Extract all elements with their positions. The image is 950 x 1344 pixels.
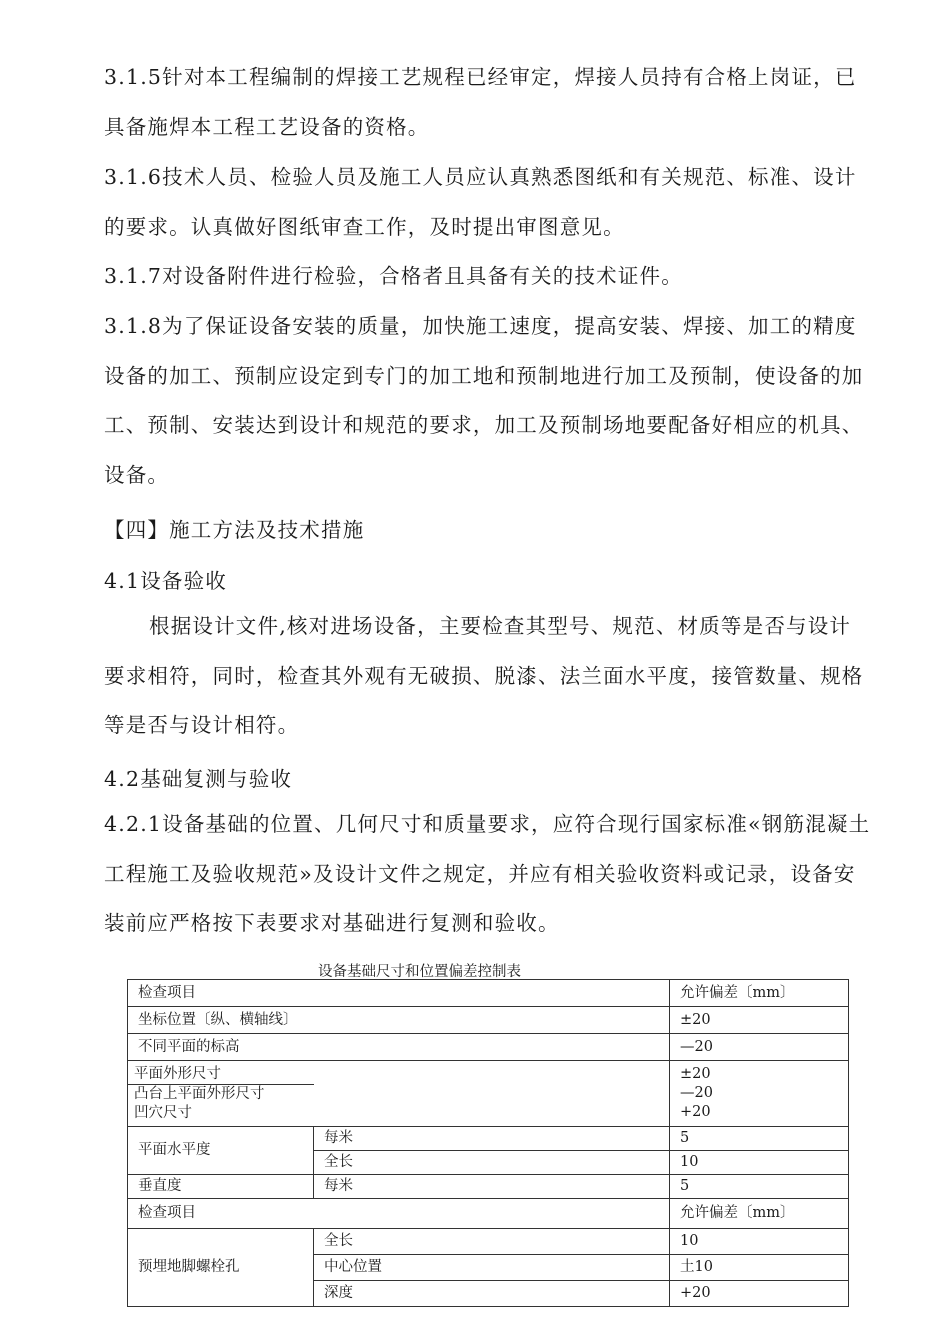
text-line: 等是否与设计相符。 xyxy=(104,713,300,737)
row-item-line: 平面外形尺寸 xyxy=(128,1065,314,1085)
row-item: 不同平面的标高 xyxy=(128,1034,670,1061)
row-tolerance: 5 xyxy=(670,1127,849,1151)
header-item: 检查项目 xyxy=(128,1199,670,1229)
row-item: 预埋地脚螺栓孔 xyxy=(128,1229,314,1307)
row-tolerance-line: ±20 xyxy=(680,1066,711,1082)
row-subitem: 中心位置 xyxy=(314,1255,670,1281)
row-item: 坐标位置〔纵、横轴线〕 xyxy=(128,1007,670,1034)
table-row xyxy=(128,1127,849,1151)
text-line: 装前应严格按下表要求对基础进行复测和验收。 xyxy=(104,911,560,935)
row-tolerance: 10 xyxy=(670,1151,849,1175)
header-item: 检查项目 xyxy=(128,980,670,1007)
paragraph-4-1 xyxy=(104,602,898,751)
row-item: 垂直度 xyxy=(128,1175,314,1199)
table-row xyxy=(128,1007,849,1034)
row-item-line: 凸台上平面外形尺寸 xyxy=(134,1085,265,1102)
text-line: 3.1.8为了保证设备安装的质量，加快施工速度，提高安装、焊接、加工的精度 xyxy=(104,314,857,338)
paragraph-3-1-5 xyxy=(104,53,898,152)
row-tolerance: ±20 xyxy=(670,1007,849,1034)
text-line: 工、预制、安装达到设计和规范的要求，加工及预制场地要配备好相应的机具、 xyxy=(104,413,864,437)
row-tolerance: 5 xyxy=(670,1175,849,1199)
header-tolerance: 允许偏差〔mm〕 xyxy=(670,980,849,1007)
table-row xyxy=(128,1229,849,1255)
text-line: 3.1.6技术人员、检验人员及施工人员应认真熟悉图纸和有关规范、标准、设计 xyxy=(104,165,857,189)
table-row xyxy=(128,1175,849,1199)
row-item-line: 凹穴尺寸 xyxy=(134,1104,192,1121)
paragraph-3-1-7 xyxy=(104,252,898,302)
text-line: 根据设计文件,核对进场设备，主要检查其型号、规范、材质等是否与设计 xyxy=(149,614,852,638)
text-line: 工程施工及验收规范»及设计文件之规定，并应有相关验收资料或记录，设备安 xyxy=(104,861,856,886)
paragraph-3-1-6 xyxy=(104,153,898,252)
text-line: 4.2.1设备基础的位置、几何尺寸和质量要求，应符合现行国家标准«钢筋混凝土 xyxy=(104,812,871,836)
table-caption: 设备基础尺寸和位置偏差控制表 xyxy=(318,964,521,980)
row-tolerance-line: —20 xyxy=(680,1085,713,1101)
text-line: 设备。 xyxy=(104,462,170,487)
paragraph-4-2-1 xyxy=(104,800,898,949)
header-tolerance: 允许偏差〔mm〕 xyxy=(670,1199,849,1229)
row-subitem: 每米 xyxy=(314,1127,670,1151)
row-tolerance: 土10 xyxy=(670,1255,849,1281)
row-tolerance-line: +20 xyxy=(680,1104,711,1120)
table-header-row xyxy=(128,980,849,1007)
row-tolerance: +20 xyxy=(670,1281,849,1307)
row-tolerance-multi xyxy=(670,1061,849,1127)
row-subitem: 深度 xyxy=(314,1281,670,1307)
row-subitem: 全长 xyxy=(314,1151,670,1175)
row-tolerance: 10 xyxy=(670,1229,849,1255)
paragraph-3-1-8 xyxy=(104,302,898,500)
section-heading-4: 【四】施工方法及技术措施 xyxy=(104,518,365,542)
text-line: 具备施焊本工程工艺设备的资格。 xyxy=(104,114,430,139)
table-row xyxy=(128,1034,849,1061)
deviation-table xyxy=(127,979,849,1307)
row-subitem: 全长 xyxy=(314,1229,670,1255)
text-line: 要求相符，同时，检查其外观有无破损、脱漆、法兰面水平度，接管数量、规格 xyxy=(104,663,864,688)
row-item: 平面水平度 xyxy=(128,1127,314,1175)
heading-4-2: 4.2基础复测与验收 xyxy=(104,767,293,791)
row-tolerance: —20 xyxy=(670,1034,849,1061)
text-line: 3.1.5针对本工程编制的焊接工艺规程已经审定，焊接人员持有合格上岗证，已 xyxy=(104,65,857,89)
table-header-row xyxy=(128,1199,849,1229)
text-line: 设备的加工、预制应设定到专门的加工地和预制地进行加工及预制，使设备的加 xyxy=(104,363,864,388)
heading-4-1: 4.1设备验收 xyxy=(104,569,228,593)
table-row xyxy=(128,1061,849,1127)
text-line: 3.1.7对设备附件进行检验，合格者且具备有关的技术证件。 xyxy=(104,264,683,288)
row-item-multi xyxy=(128,1061,670,1127)
row-subitem: 每米 xyxy=(314,1175,670,1199)
text-line: 的要求。认真做好图纸审查工作，及时提出审图意见。 xyxy=(104,214,625,239)
